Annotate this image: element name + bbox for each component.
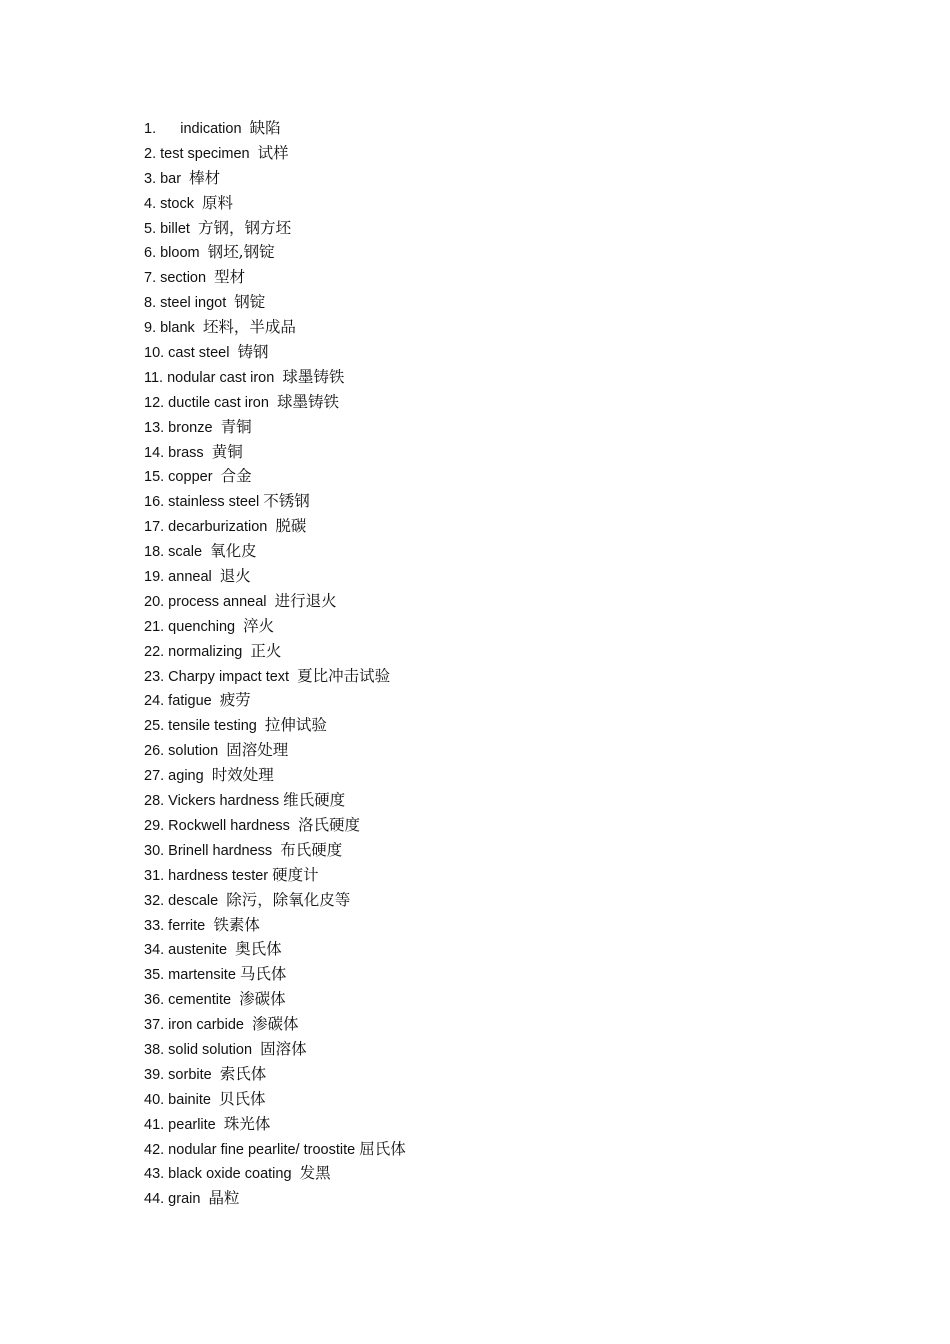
glossary-entry — [144, 1062, 406, 1087]
entry-term: 13. bronze — [144, 419, 221, 436]
glossary-entry — [144, 639, 406, 664]
entry-term: 15. copper — [144, 469, 221, 486]
entry-translation: 奥氏体 — [235, 940, 282, 959]
entry-translation: 退火 — [219, 567, 251, 586]
entry-term: 7. section — [144, 270, 215, 287]
glossary-entry — [144, 489, 406, 514]
entry-translation: 型材 — [214, 268, 246, 287]
entry-term: 35. martensite — [144, 967, 240, 984]
glossary-entry — [144, 913, 406, 938]
entry-translation: 青铜 — [220, 417, 252, 436]
glossary-entry — [144, 564, 406, 589]
glossary-entry — [144, 440, 406, 465]
entry-translation: 马氏体 — [239, 965, 287, 984]
glossary-entry — [144, 216, 406, 241]
entry-term: 27. aging — [144, 768, 212, 785]
glossary-entry — [144, 937, 406, 962]
glossary-entry — [144, 863, 406, 888]
entry-term: 6. bloom — [144, 245, 208, 262]
entry-translation: 渗碳体 — [239, 990, 286, 1009]
entry-term: 41. pearlite — [144, 1116, 224, 1133]
entry-translation: 布氏硬度 — [280, 840, 343, 859]
glossary-entry — [144, 614, 406, 639]
entry-term: 17. decarburization — [144, 519, 276, 536]
entry-translation: 洛氏硬度 — [297, 815, 360, 834]
entry-term: 31. hardness tester — [144, 867, 273, 884]
entry-translation: 固溶体 — [260, 1039, 307, 1058]
entry-translation: 除污，除氧化皮等 — [226, 890, 351, 909]
entry-translation: 氧化皮 — [210, 542, 257, 561]
entry-translation: 原料 — [202, 193, 234, 212]
glossary-entry — [144, 191, 406, 216]
entry-translation: 缺陷 — [249, 119, 281, 137]
glossary-entry — [144, 1161, 406, 1186]
entry-term: 8. steel ingot — [144, 295, 235, 312]
glossary-entry — [144, 290, 406, 315]
glossary-entry — [144, 589, 406, 614]
entry-term: 14. brass — [144, 444, 212, 461]
entry-translation: 铸钢 — [237, 343, 269, 362]
entry-term: 9. blank — [144, 320, 203, 337]
glossary-entry — [144, 987, 406, 1012]
entry-translation: 晶粒 — [208, 1189, 240, 1208]
glossary-entry — [144, 888, 406, 913]
entry-term: 29. Rockwell hardness — [144, 817, 298, 834]
entry-term: 21. quenching — [144, 618, 244, 635]
entry-term: 12. ductile cast iron — [144, 394, 277, 411]
entry-term: 44. grain — [144, 1191, 209, 1208]
glossary-entry — [144, 315, 406, 340]
entry-term: 22. normalizing — [144, 643, 251, 660]
glossary-entry — [144, 1112, 406, 1137]
entry-translation: 夏比冲击试验 — [297, 666, 391, 685]
glossary-entry — [144, 813, 406, 838]
entry-translation: 方钢，钢方坯 — [198, 218, 292, 237]
entry-translation: 珠光体 — [223, 1114, 271, 1133]
glossary-entry — [144, 1137, 406, 1162]
glossary-list — [144, 116, 406, 1211]
glossary-entry — [144, 1012, 406, 1037]
entry-term: 37. iron carbide — [144, 1017, 253, 1034]
entry-translation: 正火 — [250, 641, 282, 660]
entry-translation: 钢坯,钢锭 — [207, 243, 275, 262]
entry-term: 38. solid solution — [144, 1041, 261, 1058]
entry-term: 3. bar — [144, 170, 190, 187]
entry-translation: 合金 — [220, 467, 252, 486]
glossary-entry — [144, 240, 406, 265]
glossary-entry — [144, 713, 406, 738]
entry-term: 26. solution — [144, 743, 227, 760]
entry-term: 20. process anneal — [144, 593, 275, 610]
entry-term: 16. stainless steel — [144, 494, 264, 511]
entry-translation: 球墨铸铁 — [282, 367, 345, 386]
entry-translation: 疲劳 — [219, 691, 251, 710]
entry-term: 39. sorbite — [144, 1066, 220, 1083]
entry-term: 2. test specimen — [144, 145, 258, 162]
entry-term: 43. black oxide coating — [144, 1166, 300, 1183]
glossary-entry — [144, 838, 406, 863]
entry-translation: 时效处理 — [211, 766, 274, 785]
entry-translation: 不锈钢 — [263, 492, 310, 511]
entry-translation: 球墨铸铁 — [277, 392, 340, 411]
entry-translation: 钢锭 — [234, 293, 266, 312]
entry-term: 42. nodular fine pearlite/ troostite — [144, 1141, 360, 1158]
entry-term: 24. fatigue — [144, 693, 220, 710]
glossary-entry — [144, 464, 406, 489]
entry-term: 40. bainite — [144, 1091, 219, 1108]
glossary-entry — [144, 365, 406, 390]
glossary-entry — [144, 738, 406, 763]
entry-term: 4. stock — [144, 195, 203, 212]
entry-term: 33. ferrite — [144, 917, 214, 934]
glossary-entry — [144, 788, 406, 813]
glossary-entry — [144, 962, 406, 987]
entry-term: 11. nodular cast iron — [144, 369, 283, 386]
entry-term: 25. tensile testing — [144, 718, 265, 735]
entry-term: 10. cast steel — [144, 345, 238, 362]
entry-translation: 试样 — [257, 143, 289, 162]
entry-term: 36. cementite — [144, 992, 240, 1009]
entry-translation: 铁素体 — [213, 915, 260, 934]
glossary-entry — [144, 763, 406, 788]
glossary-entry — [144, 340, 406, 365]
entry-term: 34. austenite — [144, 942, 236, 959]
glossary-entry — [144, 688, 406, 713]
entry-term: 23. Charpy impact text — [144, 668, 298, 685]
entry-translation: 进行退火 — [274, 591, 337, 610]
entry-term: 5. billet — [144, 220, 198, 237]
glossary-entry — [144, 415, 406, 440]
glossary-entry — [144, 390, 406, 415]
entry-term: 1. indication — [144, 121, 250, 137]
entry-translation: 拉伸试验 — [264, 716, 327, 735]
entry-translation: 淬火 — [243, 616, 275, 635]
glossary-entry — [144, 1186, 406, 1211]
glossary-entry — [144, 141, 406, 166]
glossary-entry — [144, 265, 406, 290]
entry-translation: 屈氏体 — [359, 1139, 406, 1158]
entry-term: 19. anneal — [144, 569, 220, 586]
glossary-entry — [144, 166, 406, 191]
glossary-entry — [144, 664, 406, 689]
entry-term: 32. descale — [144, 892, 227, 909]
entry-term: 28. Vickers hardness — [144, 793, 284, 810]
entry-translation: 发黑 — [299, 1164, 331, 1183]
entry-translation: 硬度计 — [272, 865, 319, 884]
entry-term: 30. Brinell hardness — [144, 842, 281, 859]
glossary-entry — [144, 514, 406, 539]
entry-translation: 坯料，半成品 — [202, 318, 296, 337]
entry-translation: 黄铜 — [211, 442, 243, 461]
entry-term: 18. scale — [144, 544, 211, 561]
entry-translation: 脱碳 — [275, 517, 307, 536]
entry-translation: 渗碳体 — [252, 1015, 299, 1034]
entry-translation: 贝氏体 — [218, 1089, 266, 1108]
glossary-entry — [144, 539, 406, 564]
glossary-entry — [144, 116, 406, 141]
glossary-entry — [144, 1037, 406, 1062]
entry-translation: 维氏硬度 — [283, 791, 346, 810]
entry-translation: 固溶处理 — [226, 741, 289, 760]
entry-translation: 索氏体 — [219, 1064, 267, 1083]
entry-translation: 棒材 — [189, 168, 221, 187]
glossary-entry — [144, 1087, 406, 1112]
